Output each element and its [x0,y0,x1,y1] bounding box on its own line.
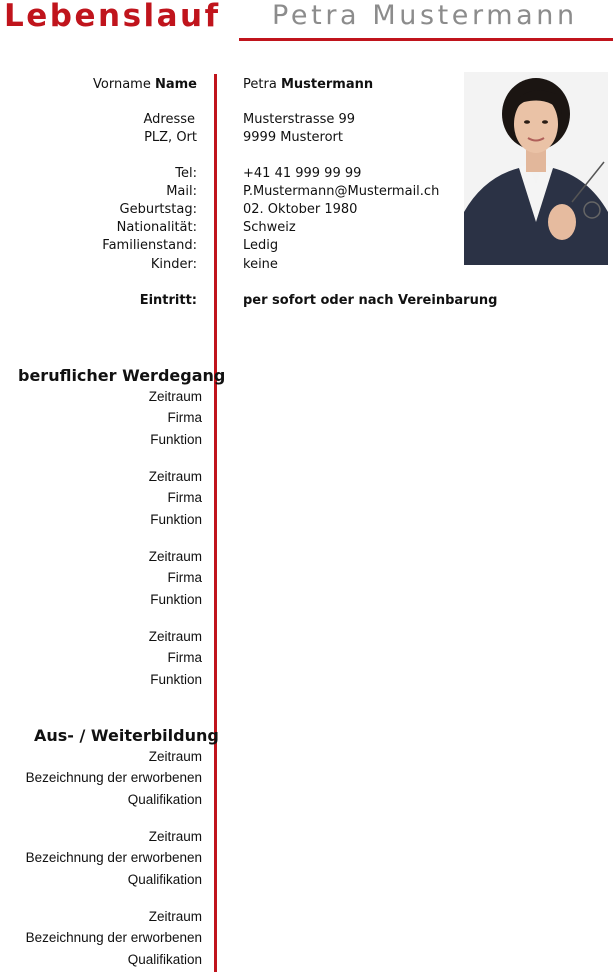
nationality-value: Schweiz [243,220,296,235]
city-value: 9999 Musterort [243,130,343,145]
education-3-desc-line1: Bezeichnung der erworbenen [25,930,202,945]
header-divider [239,38,613,41]
header-person-name: Petra Mustermann [272,0,578,31]
career-2-company: Firma [167,490,202,505]
name-value [243,77,373,92]
career-3-period: Zeitraum [148,549,202,564]
career-1-role: Funktion [150,432,202,447]
education-1-desc-line1: Bezeichnung der erworbenen [25,770,202,785]
start-date-label: Eintritt: [139,293,197,308]
profile-photo [464,72,608,265]
nationality-label: Nationalität: [116,220,197,235]
vertical-divider [214,74,217,972]
career-1-company: Firma [167,410,202,425]
children-label: Kinder: [150,257,197,272]
education-2-desc-line1: Bezeichnung der erworbenen [25,850,202,865]
address-value: Musterstrasse 99 [243,112,356,127]
children-value: keine [243,257,278,272]
career-2-role: Funktion [150,512,202,527]
phone-value: +41 41 999 99 99 [243,166,362,181]
career-heading: beruflicher Werdegang [18,366,226,385]
last-name: Mustermann [280,77,374,92]
education-2-desc-line2: Qualifikation [127,872,202,887]
education-1-desc-line2: Qualifikation [127,792,202,807]
document-title: Lebenslauf [4,0,221,34]
name-label-bold: Name [154,77,197,92]
career-3-company: Firma [167,570,202,585]
marital-status-label: Familienstand: [102,238,197,253]
birthday-label: Geburtstag: [119,202,197,217]
career-4-period: Zeitraum [148,629,202,644]
name-label [93,77,197,92]
career-4-role: Funktion [150,672,202,687]
education-3-desc-line2: Qualifikation [127,952,202,967]
first-name: Petra [243,77,277,92]
mail-label: Mail: [166,184,197,199]
education-1-period: Zeitraum [148,749,202,764]
career-4-company: Firma [167,650,202,665]
mail-value: P.Mustermann@Mustermail.ch [243,184,440,199]
city-label: PLZ, Ort [144,130,197,145]
education-2-period: Zeitraum [148,829,202,844]
education-heading: Aus- / Weiterbildung [34,726,219,745]
address-label: Adresse [143,112,195,127]
start-date-value: per sofort oder nach Vereinbarung [243,293,498,308]
phone-label: Tel: [175,166,197,181]
birthday-value: 02. Oktober 1980 [243,202,358,217]
marital-status-value: Ledig [243,238,279,253]
name-label-first: Vorname [93,77,151,92]
education-3-period: Zeitraum [148,909,202,924]
career-1-period: Zeitraum [148,389,202,404]
career-3-role: Funktion [150,592,202,607]
career-2-period: Zeitraum [148,469,202,484]
